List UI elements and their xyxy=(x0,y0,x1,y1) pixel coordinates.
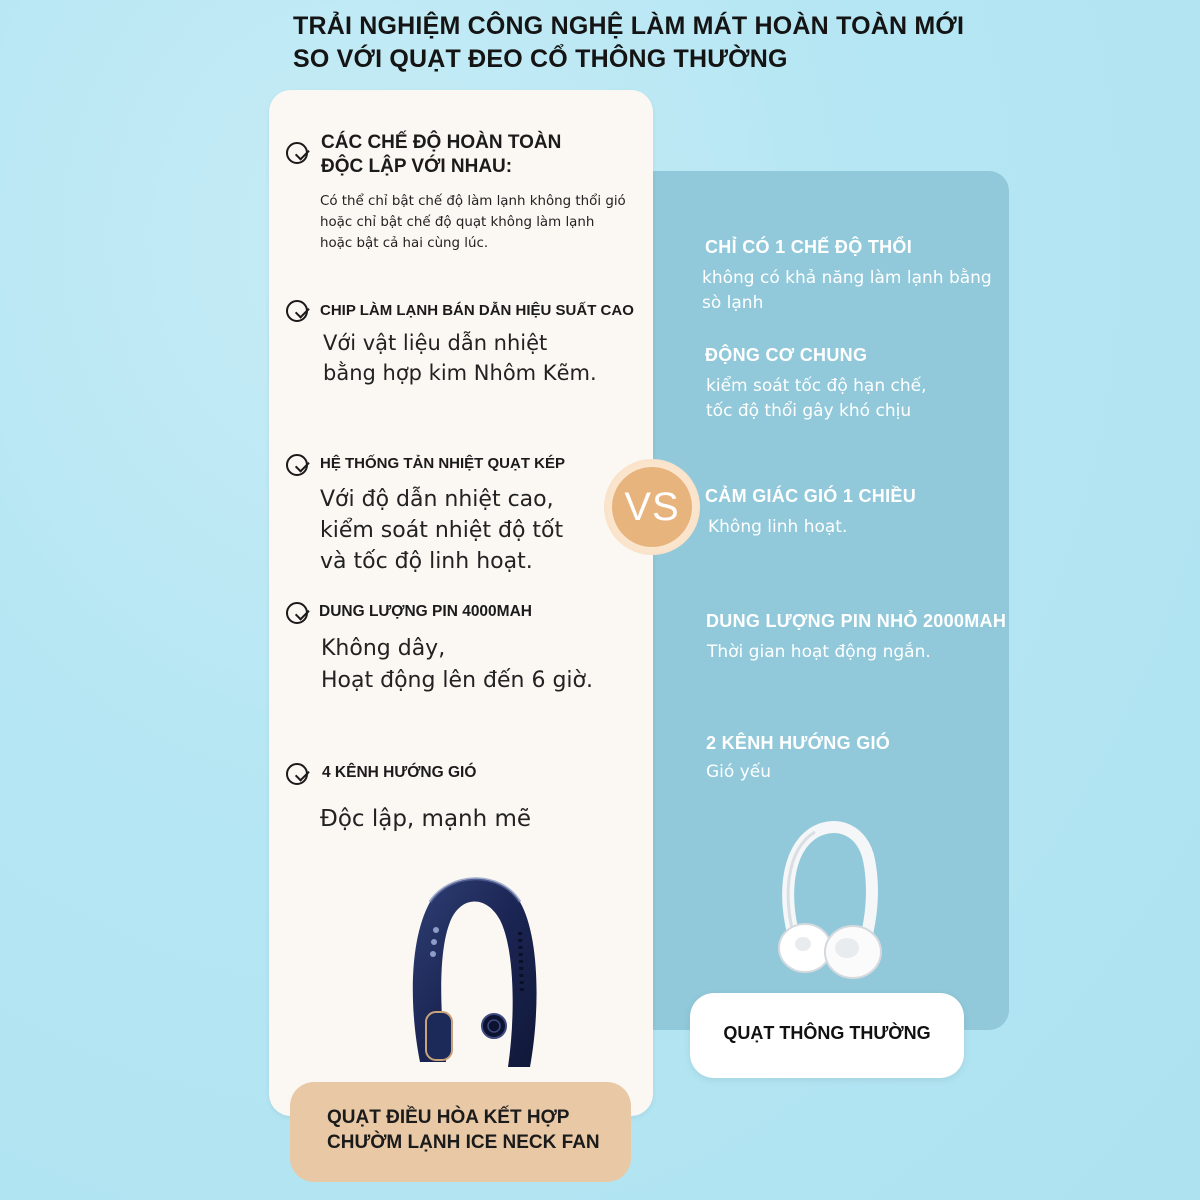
check-circle-icon xyxy=(286,300,308,322)
feature-desc-independent-modes: Có thể chỉ bật chế độ làm lạnh không thổi gió hoặc chỉ bật chế độ quạt không làm lạnh hoặc bật cả hai cùng lúc. xyxy=(320,194,626,251)
feature-title-battery-4000: DUNG LƯỢNG PIN 4000MAH xyxy=(319,603,532,620)
regular-fan-label: QUẠT THÔNG THƯỜNG xyxy=(723,1023,931,1043)
headline-line-1: TRẢI NGHIỆM CÔNG NGHỆ LÀM MÁT HOÀN TOÀN MỚI xyxy=(293,12,965,40)
feature-title-independent-modes: CÁC CHẾ ĐỘ HOÀN TOÀN ĐỘC LẬP VỚI NHAU: xyxy=(321,132,562,177)
headline-line-2: SO VỚI QUẠT ĐEO CỔ THÔNG THƯỜNG xyxy=(293,45,788,73)
vs-badge: VS xyxy=(612,467,692,547)
feature-desc-cooling-chip: Với vật liệu dẫn nhiệt bằng hợp kim Nhôm Kẽm. xyxy=(323,331,597,385)
regular-desc-battery-2000: Thời gian hoạt động ngắn. xyxy=(707,642,931,662)
ice-neck-fan-label xyxy=(327,1105,600,1155)
regular-desc-single-mode: không có khả năng làm lạnh bằng sò lạnh xyxy=(702,268,992,313)
regular-desc-one-way-wind: Không linh hoạt. xyxy=(708,517,848,537)
feature-desc-battery-4000: Không dây, Hoạt động lên đến 6 giờ. xyxy=(321,636,593,693)
check-circle-icon xyxy=(286,454,308,476)
check-circle-icon xyxy=(286,763,308,785)
regular-neck-fan-image xyxy=(775,820,885,985)
regular-desc-2-channels: Gió yếu xyxy=(706,762,771,782)
feature-desc-4-channels: Độc lập, mạnh mẽ xyxy=(320,806,532,832)
ice-neck-fan-label-badge xyxy=(290,1082,631,1182)
page-headline xyxy=(293,10,1173,76)
regular-title-single-mode: CHỈ CÓ 1 CHẾ ĐỘ THỔI xyxy=(705,237,913,257)
feature-desc-dual-fan-cooling: Với độ dẫn nhiệt cao, kiểm soát nhiệt độ tốt và tốc độ linh hoạt. xyxy=(320,487,564,574)
regular-title-2-channels: 2 KÊNH HƯỚNG GIÓ xyxy=(706,733,891,753)
regular-title-one-way-wind: CẢM GIÁC GIÓ 1 CHIỀU xyxy=(705,486,917,506)
regular-desc-common-motor: kiểm soát tốc độ hạn chế, tốc độ thổi gây khó chịu xyxy=(706,376,927,421)
feature-title-4-channels: 4 KÊNH HƯỚNG GIÓ xyxy=(322,764,477,781)
ice-neck-fan-label-line-2: CHƯỜM LẠNH ICE NECK FAN xyxy=(327,1132,600,1153)
regular-fan-label-badge xyxy=(690,993,964,1078)
feature-title-dual-fan-cooling: HỆ THỐNG TẢN NHIỆT QUẠT KÉP xyxy=(320,455,566,472)
check-circle-icon xyxy=(286,602,308,624)
regular-title-common-motor: ĐỘNG CƠ CHUNG xyxy=(705,345,868,365)
ice-neck-fan-label-line-1: QUẠT ĐIỀU HÒA KẾT HỢP xyxy=(327,1107,570,1128)
check-circle-icon xyxy=(286,142,308,164)
feature-title-cooling-chip: CHIP LÀM LẠNH BÁN DẪN HIỆU SUẤT CAO xyxy=(320,302,634,319)
ice-neck-fan-image xyxy=(390,862,560,1082)
regular-title-battery-2000: DUNG LƯỢNG PIN NHỎ 2000MAH xyxy=(706,611,1007,631)
